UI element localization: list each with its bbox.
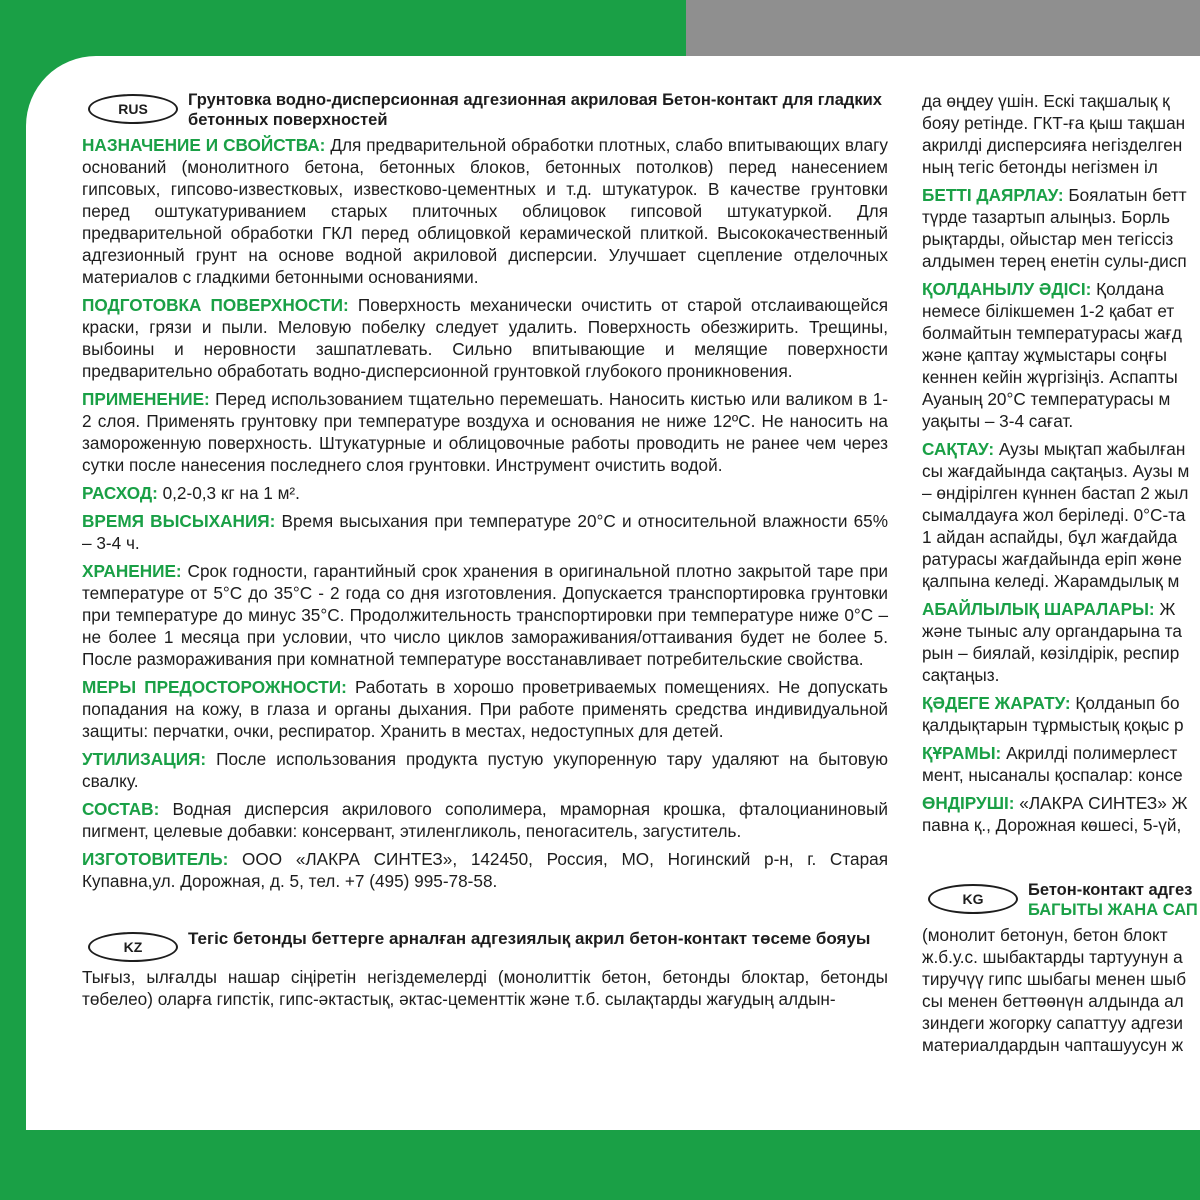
section-heading: САҚТАУ: — [922, 439, 995, 459]
section-heading: БЕТТІ ДАЯРЛАУ: — [922, 185, 1064, 205]
section-text: ООО «ЛАКРА СИНТЕЗ», 142450, Россия, МО, Ногинский р-н, г. Старая Купавна,ул. Дорожная, д. 5, тел. +7 (495) 995-78-58. — [82, 849, 888, 891]
rus-section — [82, 510, 888, 554]
section-text: Водная дисперсия акрилового сополимера, мраморная крошка, фталоцианиновый пигмент, целевые добавки: консервант, этиленгликоль, пеногаситель, загуститель. — [82, 799, 888, 841]
label-panel — [26, 56, 1200, 1130]
text-line: ның тегіс бетонды негізмен іл — [922, 157, 1158, 177]
section-heading: ҚӘДЕГЕ ЖАРАТУ: — [922, 693, 1071, 713]
text-line: бояу ретінде. ГКТ-ға қыш тақшан — [922, 113, 1186, 133]
text-line: Боялатын бетт — [1063, 185, 1187, 205]
kz-section — [922, 438, 1200, 592]
rus-section — [82, 848, 888, 892]
section-heading: ВРЕМЯ ВЫСЫХАНИЯ: — [82, 511, 276, 531]
text-line: акрилді дисперсияға негізделген — [922, 135, 1183, 155]
text-line: сы жағдайында сақтаңыз. Аузы м — [922, 461, 1190, 481]
section-heading: ПОДГОТОВКА ПОВЕРХНОСТИ: — [82, 295, 349, 315]
kz-section — [922, 184, 1200, 272]
kg-badge: KG — [928, 884, 1018, 914]
section-heading: НАЗНАЧЕНИЕ И СВОЙСТВА: — [82, 135, 326, 155]
text-line: Ауаның 20°С температурасы м — [922, 389, 1171, 409]
section-text: Перед использованием тщательно перемешать. Наносить кистью или валиком в 1-2 слоя. Применять грунтовку при температуре воздуха и основания не ниже 12ºС. Не наносить на замороженную поверхность. Штукатурные и облицовочные работы проводить не ранее чем через сутки после нанесения последнего слоя грунтовки. Инструмент очистить водой. — [82, 389, 888, 475]
text-line: алдымен терең енетін сулы-дисп — [922, 251, 1187, 271]
text-line: сымалдауға жол беріледі. 0°С-та — [922, 505, 1186, 525]
text-line: немесе білікшемен 1-2 қабат ет — [922, 301, 1175, 321]
text-line: зиндеги жогорку сапаттуу адгези — [922, 1013, 1184, 1033]
text-line: павна қ., Дорожная көшесі, 5-үй, — [922, 815, 1182, 835]
kz-title: Тегіс бетонды беттерге арналған адгезиялық акрил бетон-контакт төсеме бояуы — [188, 929, 871, 948]
text-line: ж.б.у.с. шыбактарды тартуунун а — [922, 947, 1183, 967]
rus-section — [82, 560, 888, 670]
section-heading: РАСХОД: — [82, 483, 158, 503]
section-heading: МЕРЫ ПРЕДОСТОРОЖНОСТИ: — [82, 677, 347, 697]
text-line: және тыныс алу органдарына та — [922, 621, 1182, 641]
text-line: материалдардын чапташуусун ж — [922, 1035, 1184, 1055]
rus-section — [82, 388, 888, 476]
text-line: Қолданып бо — [1070, 693, 1180, 713]
text-line: қалпына келеді. Жарамдылық м — [922, 571, 1180, 591]
kg-subtitle: БАГЫТЫ ЖАНА САП — [1028, 901, 1198, 919]
text-line: сы менен беттөөнүн алдында ал — [922, 991, 1184, 1011]
rus-section — [82, 748, 888, 792]
top-right-grey-block — [686, 0, 1200, 56]
rus-section — [82, 482, 888, 504]
text-line: болмайтын температурасы жағд — [922, 323, 1182, 343]
text-line: рын – биялай, көзілдірік, респир — [922, 643, 1180, 663]
text-line: 1 айдан аспайды, бұл жағдайда — [922, 527, 1178, 547]
text-line: Аузы мықтап жабылған — [994, 439, 1186, 459]
text-line: Ж — [1154, 599, 1176, 619]
kg-title-block — [1028, 880, 1198, 920]
text-line: кеннен кейін жүргізіңіз. Аспапты — [922, 367, 1178, 387]
section-text: Для предварительной обработки плотных, слабо впитывающих влагу оснований (монолитного бетона, бетонных блоков, бетонных потолков) перед нанесением гипсовых, гипсово-известковых, известково-цементных и т.д. штукатурок. В качестве грунтовки перед оштукатуриванием старых плиточных облицовок гипсовой штукатуркой. Для предварительной обработки ГКЛ перед облицовкой керамической плиткой. Высококачественный адгезионный грунт на основе водной акриловой дисперсии. Улучшает сцепление отделочных материалов с гладкими бетонными основаниями. — [82, 135, 889, 287]
right-column — [922, 90, 1200, 1062]
kz-badge: KZ — [88, 932, 178, 962]
kz-section — [922, 692, 1200, 736]
kz-section — [922, 792, 1200, 836]
section-heading: АБАЙЛЫЛЫҚ ШАРАЛАРЫ: — [922, 599, 1155, 619]
text-line: түрде тазартып алыңыз. Борль — [922, 207, 1170, 227]
kz-section — [922, 742, 1200, 786]
text-line: мент, нысаналы қоспалар: консе — [922, 765, 1183, 785]
section-heading: ҚОЛДАНЫЛУ ӘДІСІ: — [922, 279, 1092, 299]
kg-title: Бетон-контакт адгез — [1028, 881, 1193, 899]
section-text: Время высыхания при температуре 20°С и относительной влажности 65% – 3-4 ч. — [82, 511, 888, 553]
text-line: қалдықтарын тұрмыстық қоқыс р — [922, 715, 1184, 735]
rus-section — [82, 294, 888, 382]
text-line: Қолдана — [1091, 279, 1164, 299]
section-heading: СОСТАВ: — [82, 799, 160, 819]
kg-text — [922, 924, 1200, 1056]
section-text: Работать в хорошо проветриваемых помещениях. Не допускать попадания на кожу, в глаза и органы дыхания. При работе применять средства индивидуальной защиты: перчатки, очки, респиратор. Хранить в местах, недоступных для детей. — [82, 677, 888, 741]
text-line: – өндірілген күннен бастап 2 жыл — [922, 483, 1189, 503]
text-line: және қаптау жұмыстары соңғы — [922, 345, 1167, 365]
text-line: (монолит бетонун, бетон блокт — [922, 925, 1168, 945]
rus-title: Грунтовка водно-дисперсионная адгезионная акриловая Бетон-контакт для гладких бетонных поверхностей — [188, 91, 882, 129]
rus-section — [82, 134, 888, 288]
kz-header — [82, 928, 888, 962]
text-line: Акрилді полимерлест — [1001, 743, 1178, 763]
section-heading: ҚҰРАМЫ: — [922, 743, 1002, 763]
text-line: да өңдеу үшін. Ескі тақшалық қ — [922, 91, 1170, 111]
rus-header — [82, 90, 888, 130]
kz-section — [922, 278, 1200, 432]
text-line: рықтарды, ойыстар мен тегіссіз — [922, 229, 1174, 249]
section-heading: УТИЛИЗАЦИЯ: — [82, 749, 207, 769]
kz-intro-continued — [922, 90, 1200, 178]
text-line: тиручүү гипс шыбагы менен шыб — [922, 969, 1187, 989]
kz-intro: Тығыз, ылғалды нашар сіңіретін негіздемелерді (монолиттік бетон, бетонды блоктар, бетонды төбелео) оларға гипстік, гипс-әктастық, әктас-цементтік және т.б. сылақтарды жағудың алдын- — [82, 967, 888, 1009]
left-column — [82, 90, 888, 1016]
section-heading: ХРАНЕНИЕ: — [82, 561, 182, 581]
section-text: Срок годности, гарантийный срок хранения в оригинальной плотно закрытой таре при температуре от 5°С до 35°С - 2 года со дня изготовления. Допускается транспортировка грунтовки при температуре до минус 35°С. Продолжительность транспортировки при температуре ниже 0°С – не более 1 месяца при условии, что число циклов замораживания/оттаивания будет не более 5. После размораживания при комнатной температуре восстанавливает потребительские свойства. — [82, 561, 888, 669]
section-text: Поверхность механически очистить от старой отслаивающейся краски, грязи и пыли. Меловую побелку следует удалить. Поверхность обезжирить. Трещины, выбоины и неровности зашпатлевать. Сильно впитывающие и мелящие поверхности предварительно обработать водно-дисперсионной грунтовкой глубокого проникновения. — [82, 295, 888, 381]
rus-section — [82, 676, 888, 742]
rus-section — [82, 798, 888, 842]
section-heading: ИЗГОТОВИТЕЛЬ: — [82, 849, 229, 869]
text-line: «ЛАКРА СИНТЕЗ» Ж — [1014, 793, 1188, 813]
bottom-green-band — [0, 1130, 1200, 1200]
kg-header — [922, 880, 1200, 920]
section-text: После использования продукта пустую укупоренную тару удаляют на бытовую свалку. — [82, 749, 888, 791]
text-line: уақыты – 3-4 сағат. — [922, 411, 1074, 431]
text-line: ратурасы жағдайында еріп жөне — [922, 549, 1182, 569]
section-text: 0,2-0,3 кг на 1 м². — [157, 483, 300, 503]
section-heading: ПРИМЕНЕНИЕ: — [82, 389, 210, 409]
rus-badge: RUS — [88, 94, 178, 124]
section-heading: ӨНДІРУШІ: — [922, 793, 1015, 813]
kz-section — [922, 598, 1200, 686]
text-line: сақтаңыз. — [922, 665, 1000, 685]
